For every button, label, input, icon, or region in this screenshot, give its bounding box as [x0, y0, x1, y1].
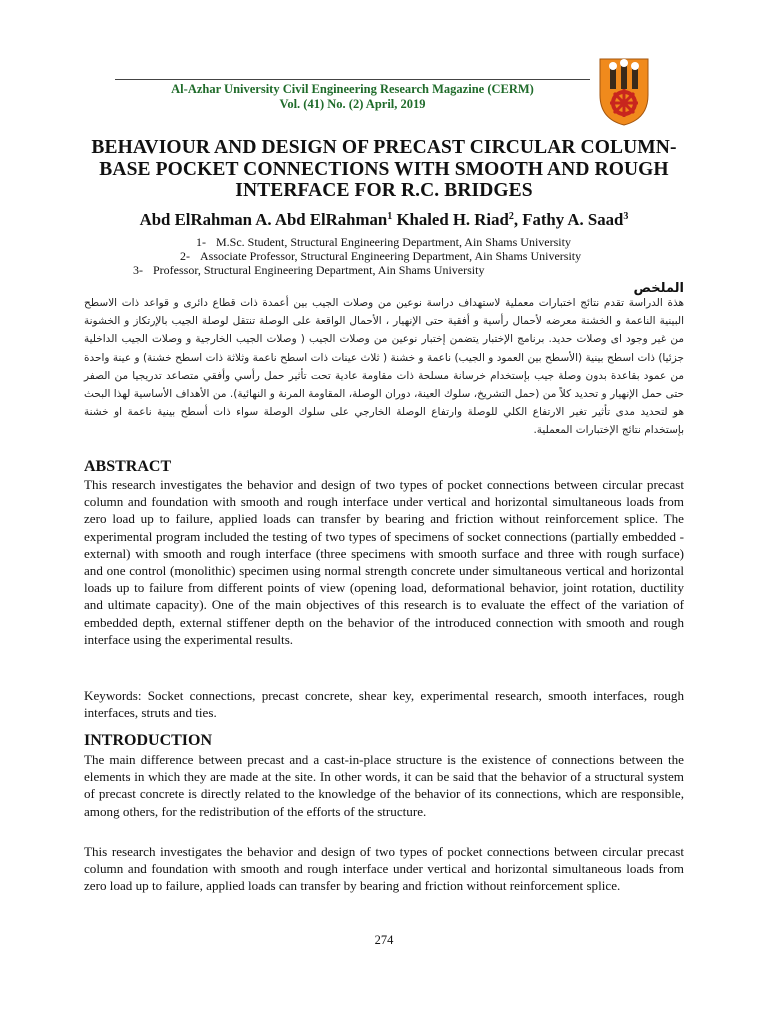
author-list: [70, 210, 698, 230]
author-affiliation-mark: 2: [508, 211, 514, 222]
keywords: Keywords: Socket connections, precast concrete, shear key, experimental research, smooth interfaces, rough interfaces, struts and ties.: [84, 688, 684, 721]
author-affiliation-mark: 1: [387, 211, 393, 222]
affiliation: [196, 235, 571, 249]
author-name: Abd ElRahman A. Abd ElRahman: [139, 210, 388, 229]
author-name: Khaled H. Riad: [396, 210, 509, 229]
author-name: Fathy A. Saad: [522, 210, 624, 229]
paper-title: BEHAVIOUR AND DESIGN OF PRECAST CIRCULAR COLUMN-BASE POCKET CONNECTIONS WITH SMOOTH AND ROUGH INTERFACE FOR R.C. BRIDGES: [91, 137, 677, 201]
author-separator: ,: [513, 210, 523, 229]
university-logo-icon: [597, 55, 651, 127]
introduction-paragraph: The main difference between precast and a cast-in-place structure is the existence of connections between the elements in which they are made at the site. In other words, it can be said that the behavior of a structural system of precast concrete is directly related to the knowledge of the behavior of its connections, which are responsible, among others, for the redistribution of the efforts of the structure.: [84, 752, 684, 819]
header-rule: [115, 79, 590, 80]
affiliation-number: 2-: [180, 249, 190, 263]
affiliation-number: 1-: [196, 235, 206, 249]
arabic-abstract-heading: الملخص: [633, 281, 684, 296]
affiliation-text: Professor, Structural Engineering Department, Ain Shams University: [153, 263, 485, 277]
author-affiliation-mark: 3: [623, 211, 629, 222]
introduction-heading: INTRODUCTION: [84, 732, 213, 749]
affiliation-text: M.Sc. Student, Structural Engineering Department, Ain Shams University: [216, 235, 571, 249]
journal-header: [115, 82, 590, 112]
affiliation-text: Associate Professor, Structural Engineering Department, Ain Shams University: [200, 249, 582, 263]
affiliation-number: 3-: [133, 263, 143, 277]
introduction-paragraph: This research investigates the behavior and design of two types of pocket connections between circular precast column and foundation with smooth and rough interface under vertical and horizontal simultaneous loads from zero load up to failure, applied loads can transfer by bearing and friction without reinforcement splice.: [84, 844, 684, 894]
journal-name: Al-Azhar University Civil Engineering Research Magazine (CERM): [171, 82, 534, 96]
page-number: 274: [374, 933, 394, 947]
abstract-text: This research investigates the behavior and design of two types of pocket connections between circular precast column and foundation with smooth and rough interface under vertical and horizontal simultaneous loads from zero load up to failure, applied loads can transfer by bearing and friction without reinforcement splice. The experimental program included the testing of two types of specimens of socket connections (partially embedded - external) with smooth and rough interface (three specimens with smooth surface and three with rough surface) and one control (monolithic) specimen using normal strength concrete under simultaneous vertical and horizontal loads up to failure from different points of view (opening load, deformational behavior, joint rotation, ductility and ultimate capacity). One of the main objectives of this research is to evaluate the effect of the variation of embedded depth, external stiffener depth on the behavior of the introduced connection with smooth and rough interface using the experimental results.: [84, 477, 684, 647]
journal-volume: Vol. (41) No. (2) April, 2019: [279, 97, 426, 111]
affiliation: [133, 263, 484, 277]
affiliation: [180, 249, 581, 263]
abstract-heading: ABSTRACT: [84, 458, 172, 475]
arabic-abstract-text: هذة الدراسة تقدم نتائج اختبارات معملية لاستهداف دراسة نوعين من وصلات الجيب بين أعمدة ذات قطاع دائرى و قواعد ذات الاسطح البينية الناعمة و الخشنة معرضه لأحمال رأسية و أفقية حتى الإنهيار ، الأحمال الواقعة على الوصلة تنتقل لوصلة الجيب بالإرتكاز و الخشونة من غير وجود اى وصلات حديد. برنامج الإختبار يتضمن إختبار نوعين من وصلات الجيب ( وصلات الجيب الخارجية و وصلات الجيب الداخلية جزئيا) ذات اسطح بينية (الأسطح بين العمود و الجيب) ناعمة و خشنة ( ثلاث عينات ذات اسطح ناعمة وثلاثة ذات اسطح خشنة) و عينة واحدة من عمود بقاعدة بدون وصلة جيب بإستخدام خرسانة مسلحة ذات مقاومة عادية تحت تأثير حمل رأسي وأفقي متصاعد تدريجيا من الصفر حتى حمل الإنهيار و تحديد كلاً من (حمل التشريخ، سلوك العينة، دوران الوصلة، المقاومة المرنة و النهائية). من الأهداف الأساسية لهذا البحث هو لتحديد مدى تأثير تغير الارتفاع الكلي للوصلة وارتفاع الوصلة الخارجي على سلوك الوصلة سواء ذات أسطح بينية ناعمة او خشنة بإستخدام نتائج الإختبارات المعملية.: [84, 297, 684, 437]
